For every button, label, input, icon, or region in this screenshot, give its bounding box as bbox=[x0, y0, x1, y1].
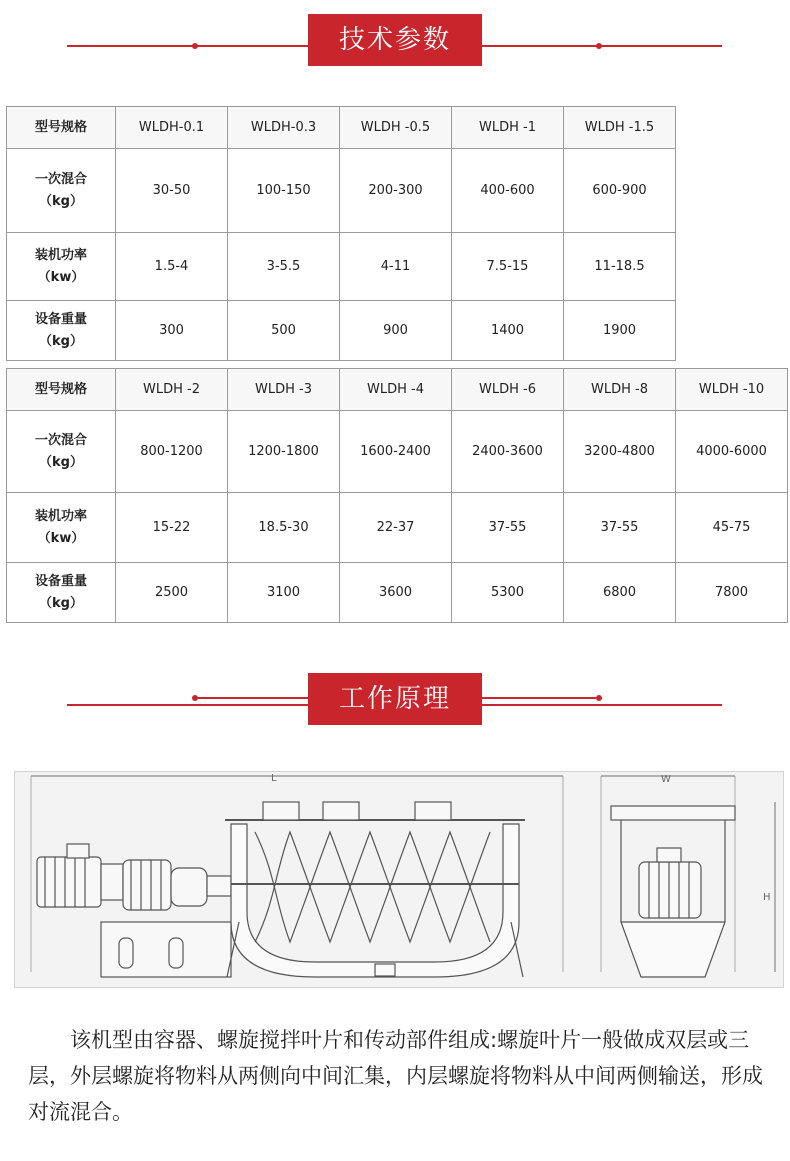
dim-label-height: H bbox=[763, 892, 771, 903]
motor-shape bbox=[37, 844, 123, 907]
model-cell: WLDH -1 bbox=[452, 107, 564, 149]
header-dot-left bbox=[192, 43, 198, 49]
value-cell: 5300 bbox=[452, 563, 564, 623]
section-title: 工作原理 bbox=[308, 673, 482, 725]
value-cell: 1200-1800 bbox=[228, 411, 340, 493]
model-cell: WLDH -1.5 bbox=[564, 107, 676, 149]
table-row-power bbox=[7, 233, 676, 301]
row-label bbox=[7, 411, 116, 493]
value-cell: 200-300 bbox=[340, 149, 452, 233]
model-cell: WLDH -10 bbox=[676, 369, 788, 411]
model-cell: WLDH -2 bbox=[116, 369, 228, 411]
section-title: 技术参数 bbox=[308, 14, 482, 66]
row-label-unit: （kw） bbox=[37, 269, 85, 285]
model-cell: WLDH -0.5 bbox=[340, 107, 452, 149]
value-cell: 6800 bbox=[564, 563, 676, 623]
spec-table-1 bbox=[6, 106, 676, 361]
row-label-unit: （kg） bbox=[39, 333, 83, 349]
table-row-capacity bbox=[7, 411, 788, 493]
table-row-weight bbox=[7, 301, 676, 361]
value-cell: 1900 bbox=[564, 301, 676, 361]
value-cell: 600-900 bbox=[564, 149, 676, 233]
header-line-right bbox=[482, 45, 722, 47]
value-cell: 800-1200 bbox=[116, 411, 228, 493]
table-row-weight bbox=[7, 563, 788, 623]
value-cell: 100-150 bbox=[228, 149, 340, 233]
gearbox-shape bbox=[123, 860, 231, 910]
value-cell: 37-55 bbox=[564, 493, 676, 563]
value-cell: 1400 bbox=[452, 301, 564, 361]
row-label-text: 一次混合 bbox=[34, 432, 87, 448]
ribbon-mixer-drawing bbox=[15, 772, 783, 987]
row-label bbox=[7, 233, 116, 301]
value-cell: 500 bbox=[228, 301, 340, 361]
header-line-left bbox=[67, 45, 308, 47]
row-label-text: 设备重量 bbox=[34, 311, 87, 327]
row-label-unit: （kg） bbox=[39, 454, 83, 470]
value-cell: 7800 bbox=[676, 563, 788, 623]
value-cell: 7.5-15 bbox=[452, 233, 564, 301]
value-cell: 1600-2400 bbox=[340, 411, 452, 493]
table-row-capacity bbox=[7, 149, 676, 233]
row-label-unit: （kg） bbox=[39, 595, 83, 611]
dim-label-width: W bbox=[661, 774, 671, 785]
trough-shape bbox=[225, 802, 525, 977]
row-label-unit: （kg） bbox=[39, 193, 83, 209]
model-cell: WLDH-0.3 bbox=[228, 107, 340, 149]
row-label-text: 设备重量 bbox=[34, 573, 87, 589]
base-shape bbox=[101, 922, 231, 977]
value-cell: 22-37 bbox=[340, 493, 452, 563]
header-line-left bbox=[67, 704, 308, 706]
table-header-row bbox=[7, 369, 788, 411]
row-label-text: 一次混合 bbox=[34, 171, 87, 187]
header-label: 型号规格 bbox=[7, 369, 116, 411]
table-row-power bbox=[7, 493, 788, 563]
value-cell: 30-50 bbox=[116, 149, 228, 233]
value-cell: 3600 bbox=[340, 563, 452, 623]
model-cell: WLDH -4 bbox=[340, 369, 452, 411]
value-cell: 3200-4800 bbox=[564, 411, 676, 493]
value-cell: 11-18.5 bbox=[564, 233, 676, 301]
model-cell: WLDH -3 bbox=[228, 369, 340, 411]
row-label bbox=[7, 301, 116, 361]
principle-description: 该机型由容器、螺旋搅拌叶片和传动部件组成:螺旋叶片一般做成双层或三层，外层螺旋将物料从两侧向中间汇集，内层螺旋将物料从中间两侧输送，形成对流混合。 bbox=[28, 1028, 763, 1124]
value-cell: 400-600 bbox=[452, 149, 564, 233]
header-line-right-short bbox=[482, 697, 596, 699]
spec-table-2 bbox=[6, 368, 788, 623]
value-cell: 3-5.5 bbox=[228, 233, 340, 301]
value-cell: 3100 bbox=[228, 563, 340, 623]
model-cell: WLDH -8 bbox=[564, 369, 676, 411]
value-cell: 1.5-4 bbox=[116, 233, 228, 301]
side-view-shape bbox=[601, 774, 775, 977]
header-dot-right bbox=[596, 695, 602, 701]
value-cell: 900 bbox=[340, 301, 452, 361]
value-cell: 2400-3600 bbox=[452, 411, 564, 493]
model-cell: WLDH-0.1 bbox=[116, 107, 228, 149]
value-cell: 4-11 bbox=[340, 233, 452, 301]
row-label-text: 装机功率 bbox=[34, 247, 87, 263]
dim-label-length: L bbox=[271, 773, 277, 784]
table-header-row bbox=[7, 107, 676, 149]
value-cell: 15-22 bbox=[116, 493, 228, 563]
value-cell: 45-75 bbox=[676, 493, 788, 563]
value-cell: 18.5-30 bbox=[228, 493, 340, 563]
header-label: 型号规格 bbox=[7, 107, 116, 149]
value-cell: 2500 bbox=[116, 563, 228, 623]
section-header-principle bbox=[0, 673, 790, 733]
row-label bbox=[7, 149, 116, 233]
row-label bbox=[7, 563, 116, 623]
row-label-unit: （kw） bbox=[37, 530, 85, 546]
machine-diagram bbox=[14, 771, 784, 988]
value-cell: 4000-6000 bbox=[676, 411, 788, 493]
row-label bbox=[7, 493, 116, 563]
header-dot-right bbox=[596, 43, 602, 49]
value-cell: 300 bbox=[116, 301, 228, 361]
header-line-right bbox=[482, 704, 722, 706]
value-cell: 37-55 bbox=[452, 493, 564, 563]
section-header-params bbox=[0, 14, 790, 74]
header-line-left-short bbox=[194, 697, 308, 699]
row-label-text: 装机功率 bbox=[34, 508, 87, 524]
model-cell: WLDH -6 bbox=[452, 369, 564, 411]
